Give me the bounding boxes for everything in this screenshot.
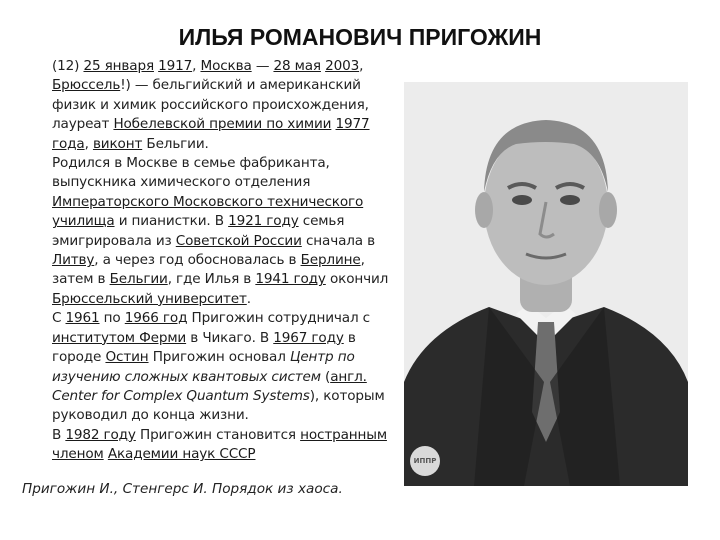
text: ), которым руководил до конца жизни.	[52, 387, 385, 424]
link-year-1966[interactable]: 1966 год	[124, 310, 188, 327]
link-belgium[interactable]: Бельгии	[109, 271, 168, 288]
link-soviet-russia[interactable]: Советской России	[175, 232, 302, 249]
text: ,	[359, 58, 364, 74]
article-text	[52, 57, 404, 465]
link-foreign-member[interactable]: ностранным членом	[52, 426, 387, 463]
paragraph-dates	[52, 57, 404, 154]
text: окончил	[325, 271, 389, 288]
text: Бельгии.	[142, 135, 209, 152]
text: Пригожин сотрудничал с	[187, 310, 370, 327]
text: в городе	[52, 329, 356, 366]
text: и пианистки. В	[114, 213, 229, 230]
text: С	[52, 310, 66, 327]
watermark-logo: ИППР	[410, 446, 440, 476]
text: Пригожин становится	[135, 426, 301, 443]
center-name-en: Center for Complex Quantum Systems	[52, 387, 310, 404]
link-year-1917[interactable]: 1917	[158, 58, 193, 74]
text: в Чикаго. В	[186, 329, 274, 346]
link-year-2003[interactable]: 2003	[325, 58, 360, 74]
link-austin[interactable]: Остин	[105, 349, 149, 366]
book-caption: Пригожин И., Стенгерс И. Порядок из хаоса.	[22, 481, 343, 497]
text: Родился в Москве в семье фабриканта, выпускника химического отделения	[52, 155, 330, 191]
text: , где Илья в	[167, 271, 256, 288]
text: , а через год обосновалась в	[94, 252, 301, 269]
link-english[interactable]: англ.	[330, 368, 367, 385]
portrait-photo	[404, 82, 688, 486]
text: семья эмигрировала из	[52, 213, 345, 249]
text: ,	[84, 135, 93, 152]
portrait-illustration	[404, 82, 688, 486]
link-brussels-university[interactable]: Брюссельский университет	[52, 290, 247, 307]
paragraph-academy	[52, 426, 404, 465]
link-year-1961[interactable]: 1961	[65, 310, 100, 327]
link-moscow[interactable]: Москва	[200, 58, 252, 74]
link-year-1941[interactable]: 1941 году	[255, 271, 326, 288]
link-year-1977[interactable]: 1977 года	[52, 116, 370, 152]
link-year-1921[interactable]: 1921 году	[228, 213, 299, 230]
link-brussels[interactable]: Брюссель	[52, 77, 121, 94]
paragraph-career	[52, 309, 404, 425]
paragraph-biography	[52, 154, 404, 309]
center-name-ru: Центр по изучению сложных квантовых систем	[52, 349, 355, 385]
link-academy-sciences[interactable]: Академии наук СССР	[107, 446, 256, 463]
text: (12)	[52, 58, 84, 74]
link-year-1967[interactable]: 1967 году	[273, 329, 344, 346]
text: .	[246, 290, 251, 307]
link-fermi-institute[interactable]: институтом Ферми	[52, 329, 187, 346]
link-date-birth[interactable]: 25 января	[83, 58, 154, 74]
text: , затем в	[52, 252, 365, 288]
link-nobel-prize[interactable]: Нобелевской премии по химии	[113, 116, 332, 133]
page-title: ИЛЬЯ РОМАНОВИЧ ПРИГОЖИН	[178, 24, 542, 50]
link-imperial-school[interactable]: Императорского Московского технического училища	[52, 193, 364, 230]
link-year-1982[interactable]: 1982 году	[65, 426, 136, 443]
text: сначала в	[301, 232, 376, 249]
text: В	[52, 426, 66, 443]
text: ,	[192, 58, 201, 74]
text: по	[99, 310, 125, 327]
link-berlin[interactable]: Берлине	[300, 252, 361, 269]
text: !) — бельгийский и американский физик и химик российского происхождения, лауреат	[52, 77, 369, 133]
text: —	[251, 58, 274, 74]
text: Пригожин основал	[148, 349, 290, 366]
link-date-death[interactable]: 28 мая	[273, 58, 321, 74]
link-lithuania[interactable]: Литву	[52, 252, 95, 269]
text: (	[320, 368, 331, 385]
link-viscount[interactable]: виконт	[92, 135, 143, 152]
